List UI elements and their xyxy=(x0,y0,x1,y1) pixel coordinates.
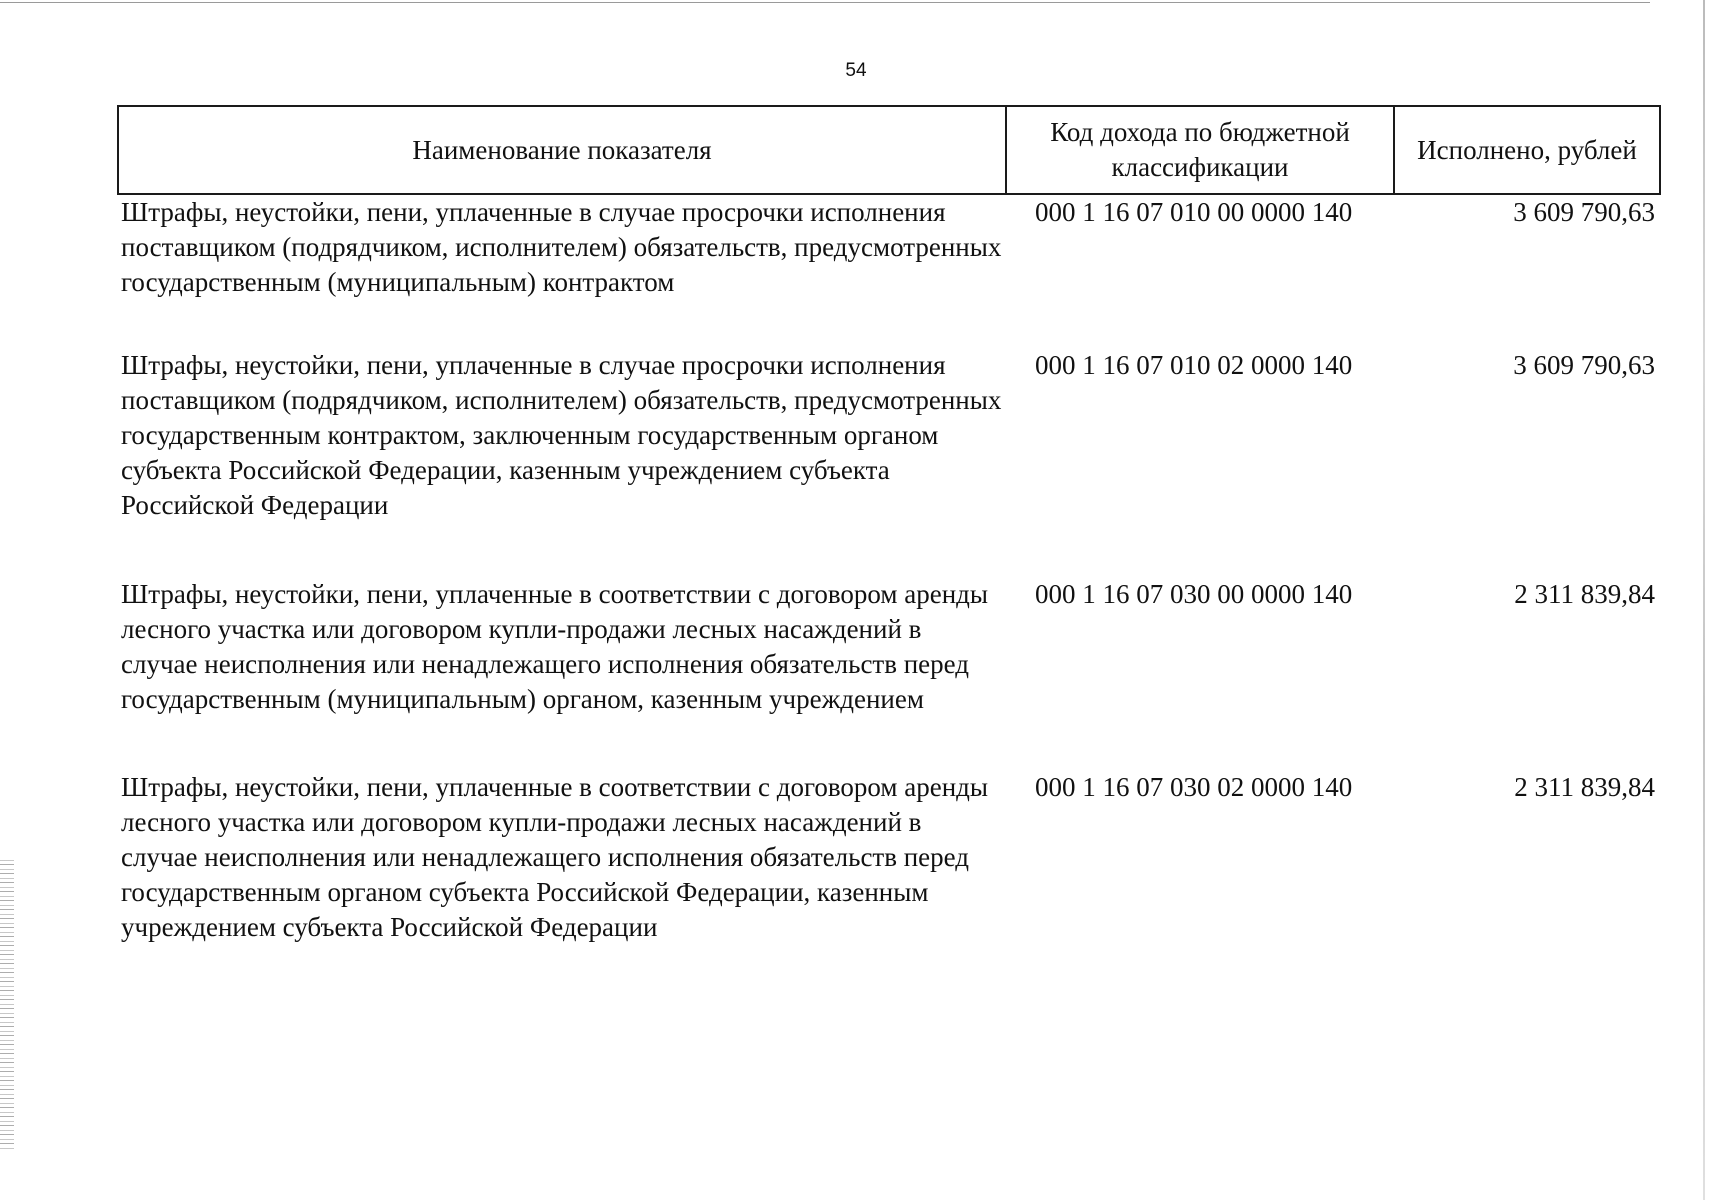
scan-edge-noise xyxy=(0,860,14,1150)
header-indicator-name: Наименование показателя xyxy=(118,106,1006,194)
scan-edge-top xyxy=(0,2,1650,3)
table-header xyxy=(118,106,1660,194)
page-number: 54 xyxy=(845,60,867,81)
table-row xyxy=(118,194,1660,348)
budget-income-table xyxy=(117,105,1661,950)
indicator-name-cell: Штрафы, неустойки, пени, уплаченные в соответствии с договором аренды лесного участка или договором купли-продажи лесных насаждений в случае неисполнения или ненадлежащего исполнения обязательств перед государственным (муниципальным) органом, казенным учреждением xyxy=(121,579,989,714)
header-row xyxy=(118,106,1660,194)
table-row xyxy=(118,348,1660,577)
indicator-name-cell: Штрафы, неустойки, пени, уплаченные в соответствии с договором аренды лесного участка или договором купли-продажи лесных насаждений в случае неисполнения или ненадлежащего исполнения обязательств перед государственным органом субъекта Российской Федерации, казенным учреждением субъекта Российской Федерации xyxy=(121,772,989,942)
indicator-name-cell: Штрафы, неустойки, пени, уплаченные в случае просрочки исполнения поставщиком (подрядчиком, исполнителем) обязательств, предусмотренных государственным контрактом, заключенным государственным органом субъекта Российской Федерации, казенным учреждением субъекта Российской Федерации xyxy=(121,350,1002,520)
executed-amount-cell: 2 311 839,84 xyxy=(1514,772,1655,802)
income-code-cell: 000 1 16 07 010 00 0000 140 xyxy=(1035,197,1353,227)
table-body xyxy=(118,194,1660,950)
executed-amount-cell: 3 609 790,63 xyxy=(1513,197,1655,227)
executed-amount-cell: 2 311 839,84 xyxy=(1514,579,1655,609)
income-code-cell: 000 1 16 07 010 02 0000 140 xyxy=(1035,350,1353,380)
table-row xyxy=(118,577,1660,770)
scan-edge-right xyxy=(1703,0,1705,1200)
indicator-name-cell: Штрафы, неустойки, пени, уплаченные в случае просрочки исполнения поставщиком (подрядчиком, исполнителем) обязательств, предусмотренных государственным (муниципальным) контрактом xyxy=(121,197,1002,297)
table-row xyxy=(118,770,1660,950)
header-income-code: Код дохода по бюджетной классификации xyxy=(1006,106,1394,194)
income-code-cell: 000 1 16 07 030 00 0000 140 xyxy=(1035,579,1353,609)
budget-table-container xyxy=(117,105,1659,950)
header-executed-amount: Исполнено, рублей xyxy=(1394,106,1660,194)
executed-amount-cell: 3 609 790,63 xyxy=(1513,350,1655,380)
income-code-cell: 000 1 16 07 030 02 0000 140 xyxy=(1035,772,1353,802)
